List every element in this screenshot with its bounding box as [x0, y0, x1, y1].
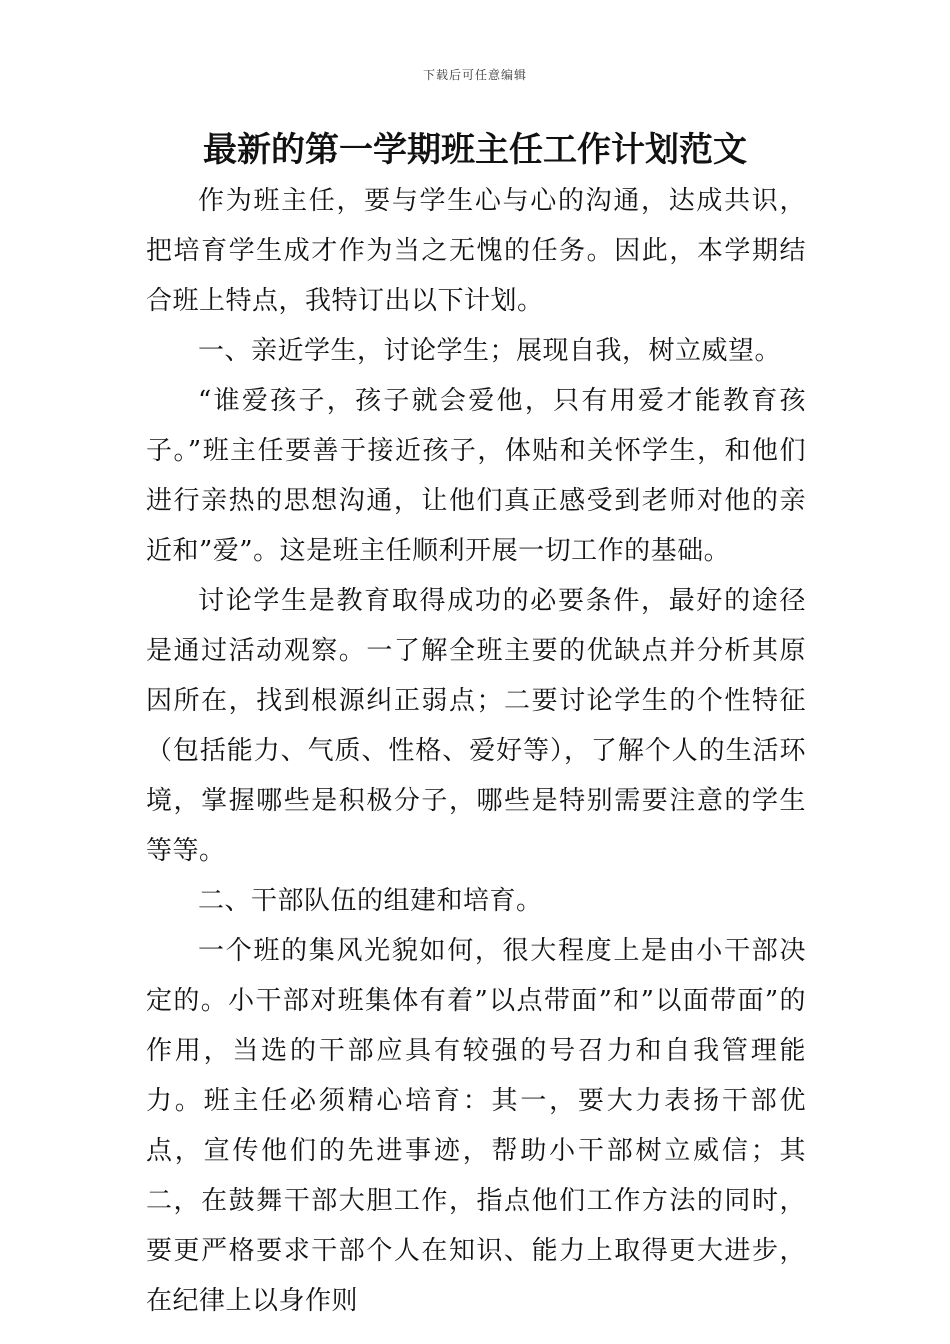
header-note: 下载后可任意编辑 — [422, 68, 527, 82]
paragraph-love-quote: “谁爱孩子，孩子就会爱他，只有用爱才能教育孩子。”班主任要善于接近孩子，体贴和关怀学生，和他们进行亲热的思想沟通，让他们真正感受到老师对他的亲近和”爱”。这是班主任顺利开展一切工作的基础。 — [146, 386, 806, 566]
paragraph-intro: 作为班主任，要与学生心与心的沟通，达成共识，把培育学生成才作为当之无愧的任务。因此，本学期结合班上特点，我特订出以下计划。 — [146, 186, 806, 316]
paragraph-study-students: 讨论学生是教育取得成功的必要条件，最好的途径是通过活动观察。一了解全班主要的优缺点并分析其原因所在，找到根源纠正弱点；二要讨论学生的个性特征（包括能力、气质、性格、爱好等），了解个人的生活环境，掌握哪些是积极分子，哪些是特别需要注意的学生等等。 — [146, 586, 806, 866]
section-heading-2: 二、干部队伍的组建和培育。 — [198, 886, 543, 916]
document-title: 最新的第一学期班主任工作计划范文 — [203, 130, 747, 170]
section-heading-1: 一、亲近学生，讨论学生；展现自我，树立威望。 — [198, 336, 782, 366]
paragraph-cadres: 一个班的集风光貌如何，很大程度上是由小干部决定的。小干部对班集体有着”以点带面”和”以面带面”的作用，当选的干部应具有较强的号召力和自我管理能力。班主任必须精心培育：其一，要大力表扬干部优点，宣传他们的先进事迹，帮助小干部树立威信；其二，在鼓舞干部大胆工作，指点他们工作方法的同时，要更严格要求干部个人在知识、能力上取得更大进步，在纪律上以身作则 — [146, 936, 806, 1316]
document-body — [146, 176, 806, 1326]
